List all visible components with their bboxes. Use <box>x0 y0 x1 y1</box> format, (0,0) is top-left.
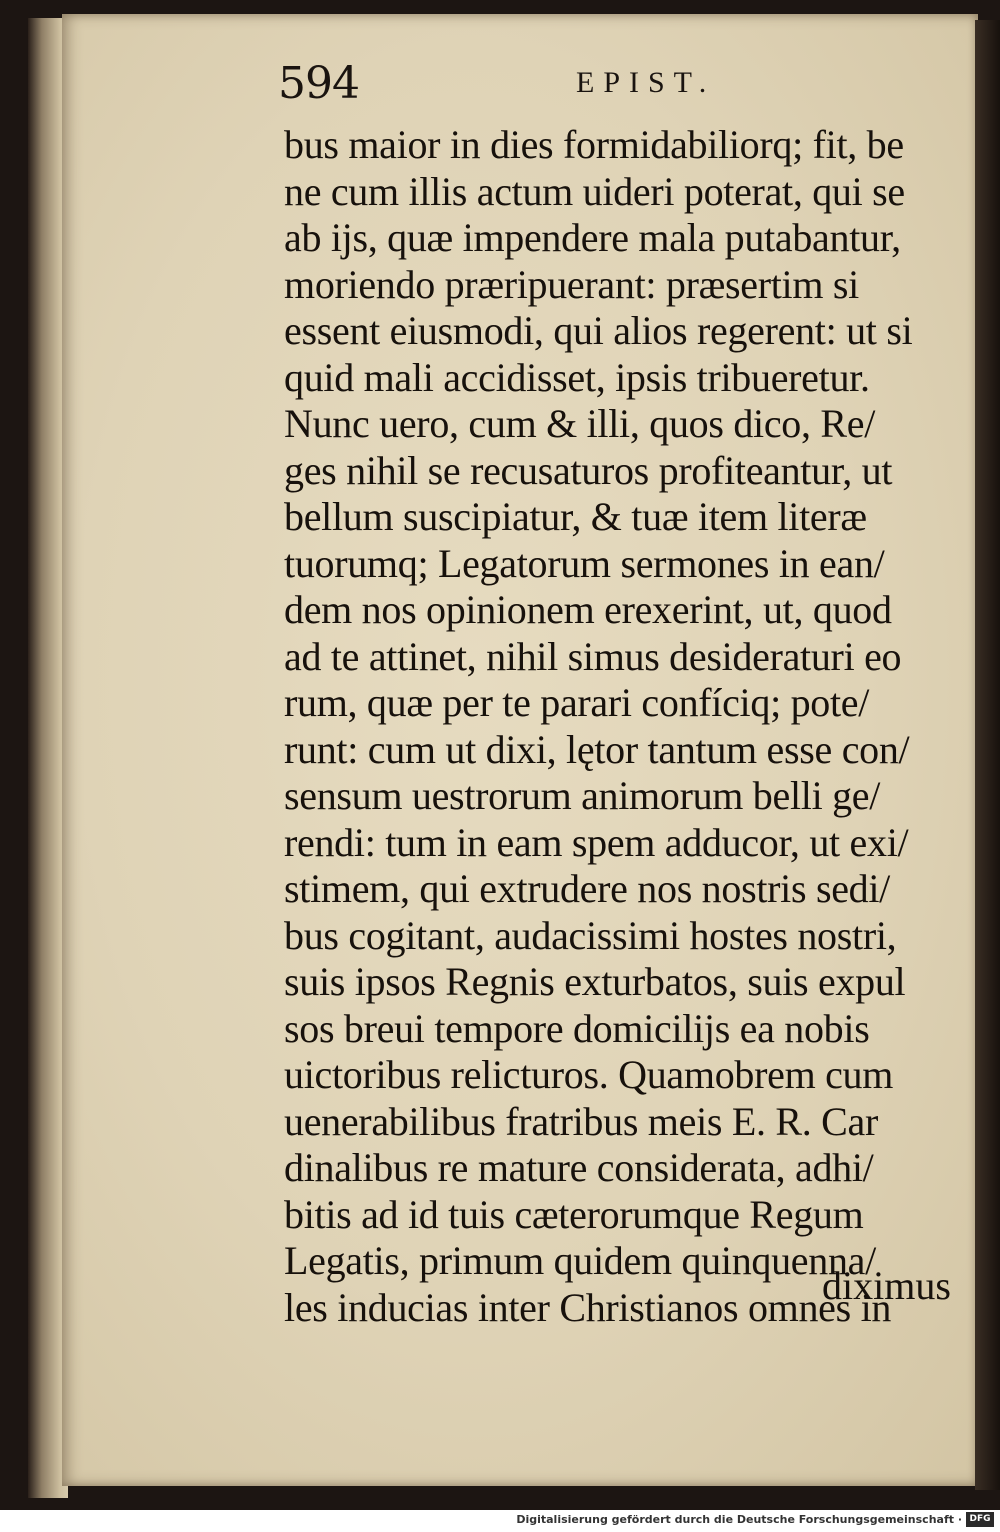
text-line: sensum uestrorum animorum belli ge/ <box>284 773 881 818</box>
text-line: rendi: tum in eam spem adducor, ut exi/ <box>284 819 909 865</box>
body-text <box>284 122 974 1331</box>
footer-credit: Digitalisierung gefördert durch die Deutsche Forschungsgemeinschaft · <box>516 1513 962 1526</box>
text-line: ges nihil se recusaturos profiteantur, ut <box>284 447 893 493</box>
text-line: rum, quæ per te parari confíciq; pote/ <box>284 680 870 725</box>
text-line: moriendo præripuerant: præsertim si <box>284 261 859 307</box>
text-line: uenerabilibus fratribus meis E. R. Car <box>284 1098 879 1144</box>
text-line: bellum suscipiatur, & tuæ item literæ <box>284 494 867 539</box>
footer-bar <box>0 1510 1000 1532</box>
text-line: quid mali accidisset, ipsis tribueretur. <box>284 354 870 400</box>
catchword: diximus <box>822 1263 951 1308</box>
text-line: ad te attinet, nihil simus desideraturi eo <box>284 633 902 679</box>
text-line: runt: cum ut dixi, lętor tantum esse con/ <box>284 726 910 772</box>
text-line: ne cum illis actum uideri poterat, qui se <box>284 168 905 214</box>
running-head: EPIST. <box>576 66 716 99</box>
text-line: essent eiusmodi, qui alios regerent: ut si <box>284 308 913 353</box>
page-shadow <box>975 20 1000 1490</box>
text-line: sos breui tempore domicilijs ea nobis <box>284 1005 870 1051</box>
text-line: suis ipsos Regnis exturbatos, suis expul <box>284 959 906 1004</box>
text-line: stimem, qui extrudere nos nostris sedi/ <box>284 866 890 911</box>
text-line: bitis ad id tuis cæterorumque Regum <box>284 1191 864 1237</box>
text-line: dinalibus re mature considerata, adhi/ <box>284 1145 874 1190</box>
page-header <box>278 58 968 114</box>
dfg-logo-icon: DFG <box>966 1512 994 1527</box>
text-line: bus cogitant, audacissimi hostes nostri, <box>284 912 897 958</box>
text-line: les inducias inter Christianos omnes in <box>284 1284 892 1330</box>
text-line: tuorumq; Legatorum sermones in ean/ <box>284 540 885 586</box>
page-number: 594 <box>278 58 359 109</box>
text-line: Legatis, primum quidem quinquenna/ <box>284 1238 876 1283</box>
text-line: bus maior in dies formidabiliorq; fit, be <box>284 122 904 167</box>
text-line: ab ijs, quæ impendere mala putabantur, <box>284 215 901 260</box>
text-line: uictoribus relicturos. Quamobrem cum <box>284 1052 894 1097</box>
text-line: Nunc uero, cum & illi, quos dico, Re/ <box>284 401 876 446</box>
text-line: dem nos opinionem erexerint, ut, quod <box>284 587 892 632</box>
